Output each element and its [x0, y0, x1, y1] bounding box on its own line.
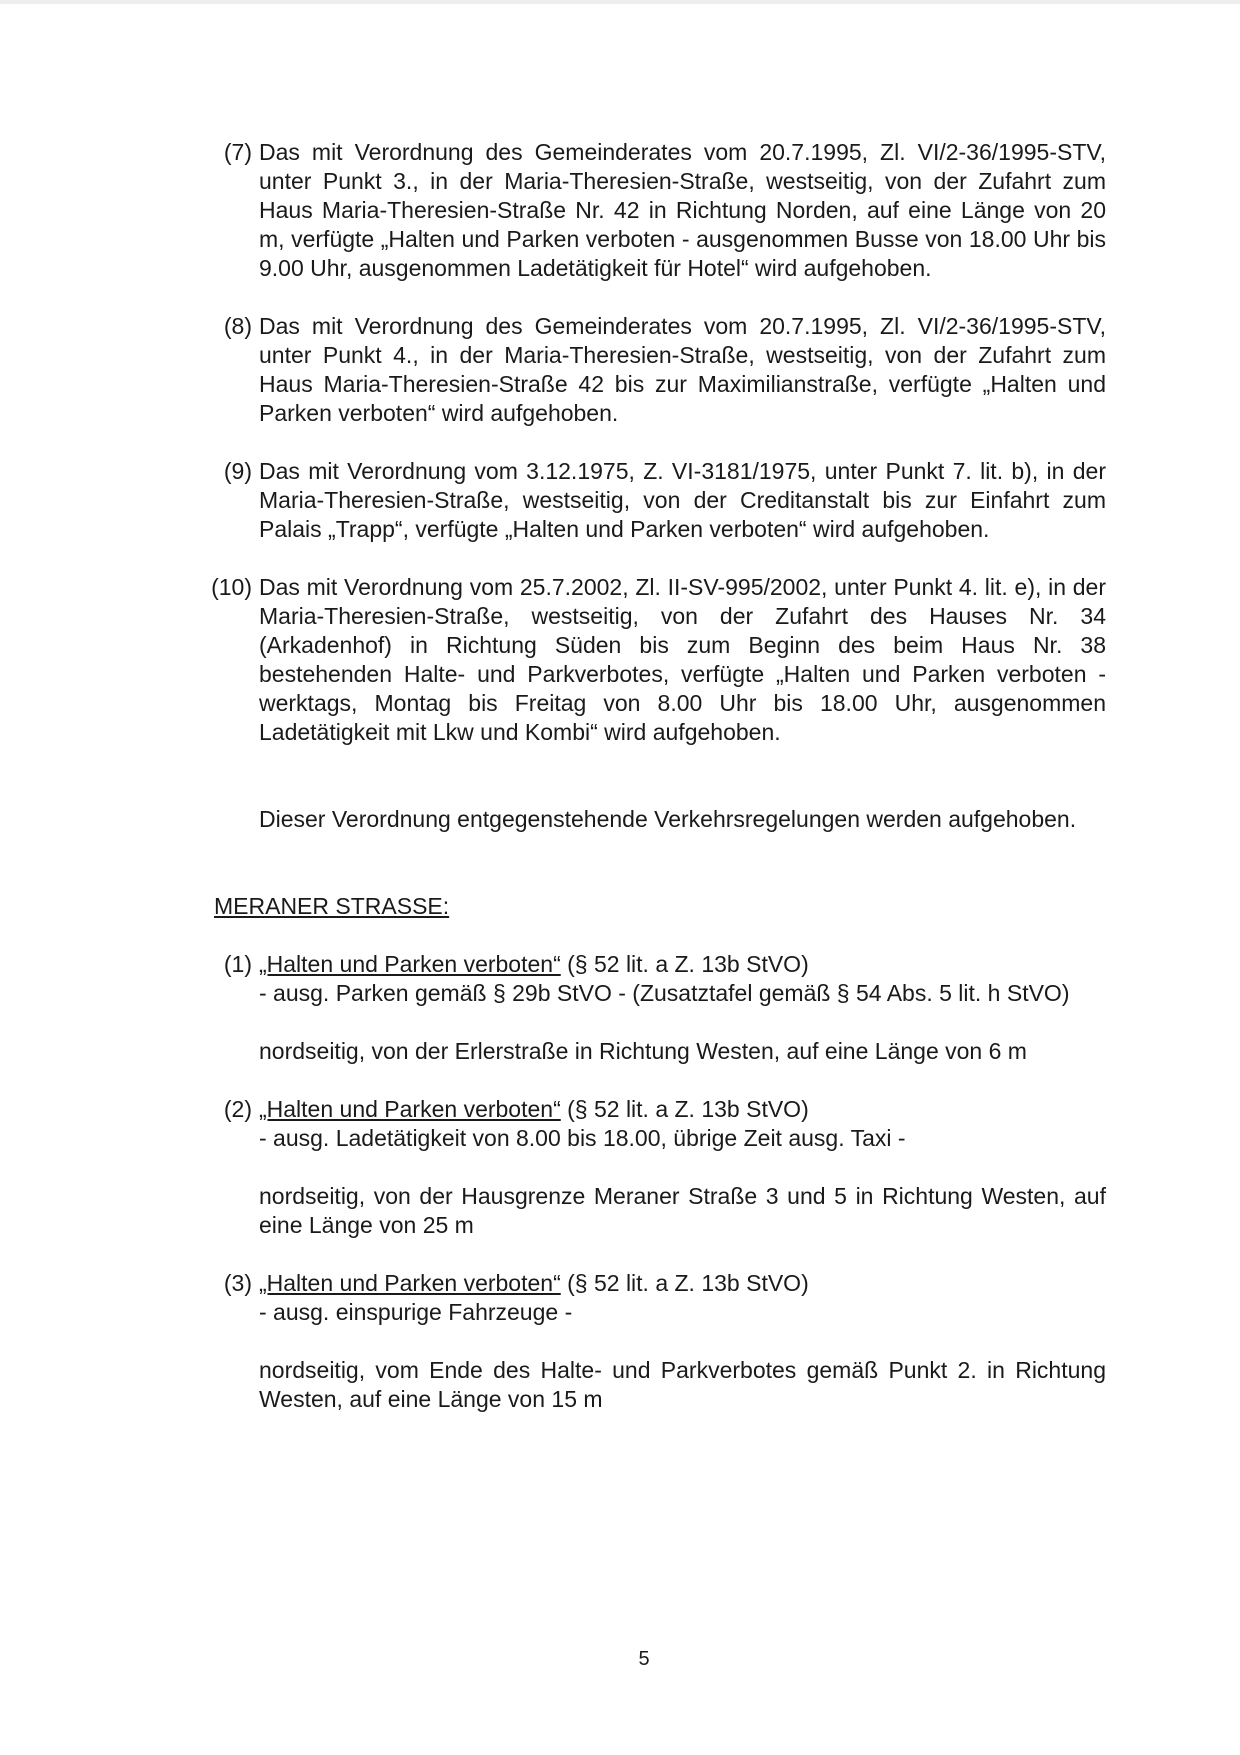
rule-heading: [259, 1095, 1106, 1124]
item-text: Das mit Verordnung des Gemeinderates vom 20.7.1995, Zl. VI/2-36/1995-STV, unter Punkt 3., in der Maria-Theresien-Straße, westseitig, von der Zufahrt zum Haus Maria-Theresien-Straße Nr. 42 in Richtung Norden, auf eine Länge von 20 m, verfügte „Halten und Parken verboten - ausgenommen Busse von 18.00 Uhr bis 9.00 Uhr, ausgenommen Ladetätigkeit für Hotel“ wird aufgehoben.: [259, 139, 1106, 281]
item-text: Das mit Verordnung des Gemeinderates vom 20.7.1995, Zl. VI/2-36/1995-STV, unter Punkt 4., in der Maria-Theresien-Straße, westseitig, von der Zufahrt zum Haus Maria-Theresien-Straße 42 bis zur Maximilianstraße, verfügte „Halten und Parken verboten“ wird aufgehoben.: [259, 313, 1106, 426]
rule-item-2: [214, 1095, 1106, 1240]
item-text: Das mit Verordnung vom 25.7.2002, Zl. II-SV-995/2002, unter Punkt 4. lit. e), in der Maria-Theresien-Straße, westseitig, von der Zufahrt des Hauses Nr. 34 (Arkadenhof) in Richtung Süden bis zum Beginn des beim Haus Nr. 38 bestehenden Halte- und Parkverbotes, verfügte „Halten und Parken verboten - werktags, Montag bis Freitag von 8.00 Uhr bis 18.00 Uhr, ausgenommen Ladetätigkeit mit Lkw und Kombi“ wird aufgehoben.: [259, 574, 1106, 745]
rule-law-reference: (§ 52 lit. a Z. 13b StVO): [560, 951, 809, 977]
rule-law-reference: (§ 52 lit. a Z. 13b StVO): [560, 1270, 809, 1296]
item-number: (7): [223, 139, 252, 165]
rule-title: „Halten und Parken verboten“: [259, 951, 561, 977]
item-number: (9): [223, 458, 252, 484]
item-number: (10): [211, 574, 252, 600]
rule-detail: - ausg. einspurige Fahrzeuge -: [259, 1299, 573, 1325]
list-item-10: [211, 573, 1106, 747]
rule-item-1: [214, 950, 1106, 1066]
rule-location: nordseitig, von der Hausgrenze Meraner Straße 3 und 5 in Richtung Westen, auf eine Länge von 25 m: [259, 1183, 1106, 1238]
item-number: (8): [223, 313, 252, 339]
item-number: (1): [223, 951, 252, 977]
list-item-7: [214, 138, 1106, 283]
rule-item-3: [214, 1269, 1106, 1414]
rule-location: nordseitig, von der Erlerstraße in Richtung Westen, auf eine Länge von 6 m: [259, 1038, 1027, 1064]
rule-location: nordseitig, vom Ende des Halte- und Parkverbotes gemäß Punkt 2. in Richtung Westen, auf eine Länge von 15 m: [259, 1357, 1106, 1412]
scan-edge: [0, 0, 1240, 4]
rule-heading: [259, 1269, 1106, 1298]
rule-detail: - ausg. Parken gemäß § 29b StVO - (Zusatztafel gemäß § 54 Abs. 5 lit. h StVO): [259, 980, 1070, 1006]
rule-detail: - ausg. Ladetätigkeit von 8.00 bis 18.00, übrige Zeit ausg. Taxi -: [259, 1125, 906, 1151]
rule-title: „Halten und Parken verboten“: [259, 1270, 561, 1296]
page-number: 5: [638, 1648, 650, 1670]
rule-law-reference: (§ 52 lit. a Z. 13b StVO): [560, 1096, 809, 1122]
item-text: Das mit Verordnung vom 3.12.1975, Z. VI-3181/1975, unter Punkt 7. lit. b), in der Maria-Theresien-Straße, westseitig, von der Creditanstalt bis zur Einfahrt zum Palais „Trapp“, verfügte „Halten und Parken verboten“ wird aufgehoben.: [259, 458, 1106, 542]
list-item-9: [214, 457, 1106, 544]
section-heading: MERANER STRASSE:: [214, 893, 450, 919]
item-number: (2): [223, 1096, 252, 1122]
rule-title: „Halten und Parken verboten“: [259, 1096, 561, 1122]
page-content: [211, 138, 1106, 1443]
item-number: (3): [223, 1270, 252, 1296]
rule-heading: [259, 950, 1106, 979]
closing-paragraph: Dieser Verordnung entgegenstehende Verkehrsregelungen werden aufgehoben.: [259, 806, 1077, 832]
list-item-8: [214, 312, 1106, 428]
